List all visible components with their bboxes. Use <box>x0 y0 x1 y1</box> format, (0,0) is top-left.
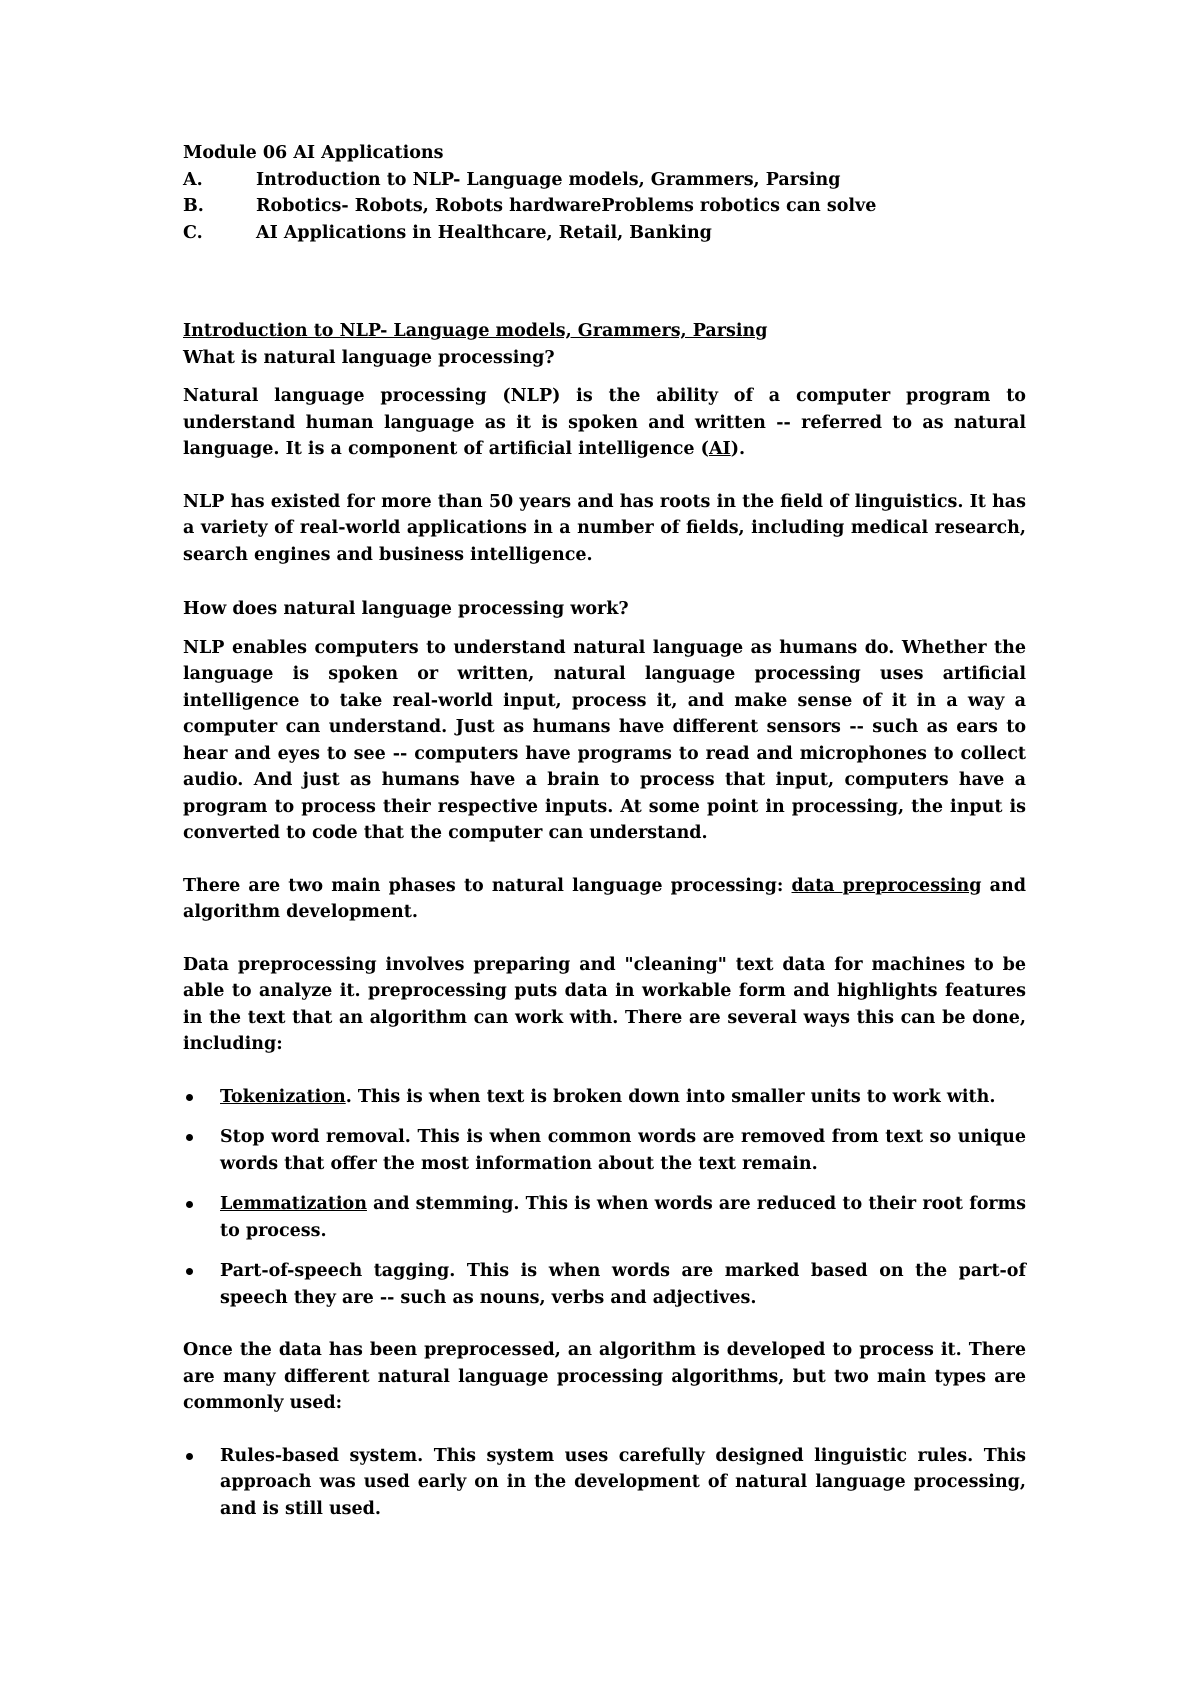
ai-link[interactable]: AI <box>708 439 731 459</box>
paragraph-nlp-how: NLP enables computers to understand natural language as humans do. Whether the language is spoken or written, natural language processing uses artificial intelligence to take real-world input, process it, and make sense of it in a way a computer can understand. Just as humans have different sensors -- such as ears to hear and eyes to see -- computers have programs to read and microphones to collect audio. And just as humans have a brain to process that input, computers have a program to process their respective inputs. At some point in processing, the input is converted to code that the computer can understand. <box>183 637 1026 843</box>
algorithm-list <box>183 1443 1026 1523</box>
list-item <box>183 1191 1026 1244</box>
toc-item-a <box>183 167 1026 194</box>
list-item <box>183 1084 1026 1111</box>
list-item-text: Stop word removal. This is when common words are removed from text so unique words that offer the most information about the text remain. <box>220 1127 1026 1174</box>
module-title: Module 06 AI Applications <box>183 143 444 163</box>
paragraph-text: Natural language processing (NLP) is the ability of a computer program to understand human language as it is spoken and written -- referred to as natural language. It is a component of artificial intelligence ( <box>183 386 1026 459</box>
bullet-icon <box>186 1453 193 1460</box>
toc-item-b <box>183 193 1026 220</box>
lemmatization-link[interactable]: Lemmatization <box>220 1194 367 1214</box>
paragraph-nlp-history: NLP has existed for more than 50 years and has roots in the field of linguistics. It has a variety of real-world applications in a number of fields, including medical research, search engines and business intelligence. <box>183 491 1026 565</box>
list-item <box>183 1124 1026 1177</box>
bullet-icon <box>186 1268 193 1275</box>
paragraph-algorithms: Once the data has been preprocessed, an algorithm is developed to process it. There are many different natural language processing algorithms, but two main types are commonly used: <box>183 1340 1026 1413</box>
toc-letter: A. <box>183 169 203 190</box>
toc-text: AI Applications in Healthcare, Retail, Banking <box>256 222 712 243</box>
list-item-text: Rules-based system. This system uses carefully designed linguistic rules. This approach was used early on in the development of natural language processing, and is still used. <box>220 1445 1026 1519</box>
list-item <box>183 1443 1026 1523</box>
question-heading-1: What is natural language processing? <box>183 347 555 368</box>
question-heading-2: How does natural language processing work? <box>183 599 629 619</box>
list-item-text: and stemming. This is when words are reduced to their root forms to process. <box>220 1194 1026 1241</box>
paragraph-text: ). <box>730 439 746 459</box>
paragraph-phases <box>183 873 1026 926</box>
toc-letter: B. <box>183 196 204 216</box>
section-heading: Introduction to NLP- Language models, Grammers, Parsing <box>183 321 768 341</box>
tokenization-link[interactable]: Tokenization <box>220 1086 346 1107</box>
list-item-text: . This is when text is broken down into smaller units to work with. <box>345 1086 996 1107</box>
list-item-text: Part-of-speech tagging. This is when words are marked based on the part-of speech they are -- such as nouns, verbs and adjectives. <box>220 1261 1026 1308</box>
paragraph-preprocessing: Data preprocessing involves preparing and "cleaning" text data for machines to be able to analyze it. preprocessing puts data in workable form and highlights features in the text that an algorithm can work with. There are several ways this can be done, including: <box>183 954 1026 1054</box>
list-item <box>183 1258 1026 1311</box>
toc-item-c <box>183 220 1026 247</box>
toc-letter: C. <box>183 222 203 243</box>
bullet-icon <box>186 1134 193 1141</box>
preprocessing-list <box>183 1084 1026 1312</box>
toc-text: Introduction to NLP- Language models, Grammers, Parsing <box>256 169 841 190</box>
data-preprocessing-link[interactable]: data preprocessing <box>791 875 982 896</box>
toc-text: Robotics- Robots, Robots hardwareProblems robotics can solve <box>256 196 877 216</box>
paragraph-text: There are two main phases to natural language processing: <box>183 875 792 896</box>
bullet-icon <box>186 1201 193 1208</box>
bullet-icon <box>186 1094 193 1101</box>
paragraph-text: and algorithm development. <box>183 875 1026 922</box>
document-page <box>183 140 1026 1522</box>
paragraph-nlp-definition <box>183 383 1026 463</box>
